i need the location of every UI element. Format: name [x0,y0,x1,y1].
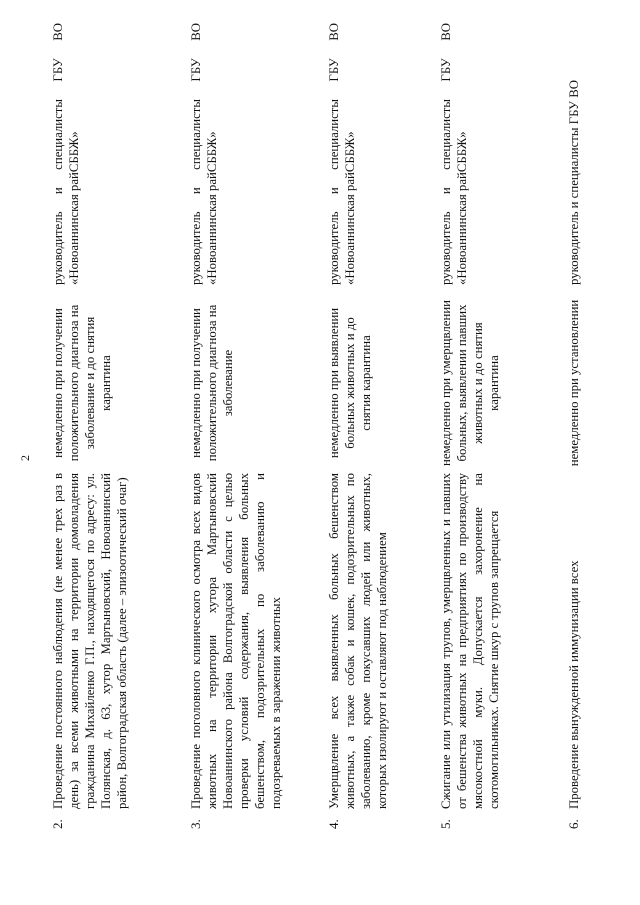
measure-timing: немедленно при выявлении больных животных и до снятия карантина [327,307,373,459]
row-number: 5. [438,819,453,829]
measure-description: Проведение постоянного наблюдения (не менее трех раз в день) за всеми животными на территории домовладения гражданина Михайленко Г.П., находящегося по адресу: ул. Полянская, д. 63, хутор Мартыновский, Новоаннинский район, Волгоградская область (далее – эпизоотический очаг) [51,473,129,809]
measure-responsible: руководитель и специалисты ГБУ ВО «Новоаннинская райСББЖ» [51,23,81,285]
measure-description: Сжигание или утилизация трупов, умерщвленных и павших от бешенства животных на предприятиях по производству мясокостной муки. Допускается захоронение на скотомогильниках. Снятие шкур с трупов запрещается [439,473,501,809]
page-number: 2 [18,455,32,461]
measure-description: Проведение поголовного клинического осмотра всех видов животных на территории хутора Мартыновский Новоаннинского района Волгоградской области с целью проверки условий содержания, выявления больных бешенством, подозрительных по заболеванию и подозреваемых в заражении животных [189,473,283,809]
measure-responsible: руководитель и специалисты ГБУ ВО [567,79,581,285]
measure-description: Умерщвление всех выявленных больных бешенством животных, а также собак и кошек, подозрительных по заболеванию, кроме покусавших людей или животных, которых изолируют и оставляют под наблюдением [327,473,389,809]
measure-responsible: руководитель и специалисты ГБУ ВО «Новоаннинская райСББЖ» [189,23,219,285]
measure-responsible: руководитель и специалисты ГБУ ВО «Новоаннинская райСББЖ» [327,23,357,285]
row-number: 4. [326,819,341,829]
row-number: 6. [566,819,581,829]
measure-timing: немедленно при получении положительного диагноза на заболевание и до снятия карантина [51,304,113,462]
measure-timing: немедленно при установлении [567,299,581,467]
measure-timing: немедленно при получении положительного диагноза на заболевание [189,304,235,462]
measure-description: Проведение вынужденной иммунизации всех [567,560,581,809]
measure-responsible: руководитель и специалисты ГБУ ВО «Новоаннинская райСББЖ» [439,23,469,285]
measure-timing: немедленно при умерщвлении больных, выявлении павших животных и до снятия карантина [439,299,501,467]
row-number: 3. [188,819,203,829]
row-number: 2. [50,819,65,829]
